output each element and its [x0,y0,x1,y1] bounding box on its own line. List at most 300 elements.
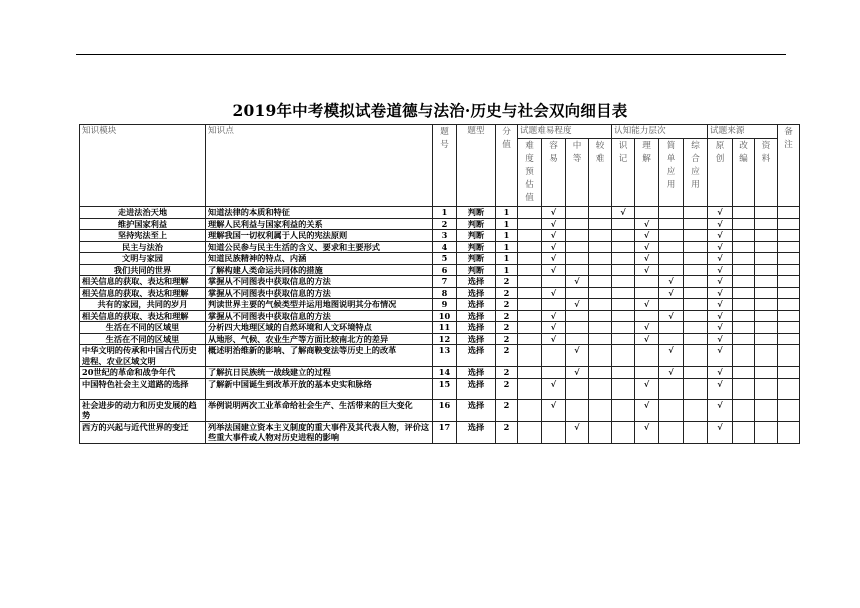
cell-diff-hard [589,367,612,379]
cell-src-original: √ [708,241,733,253]
header-original: 原 创 [708,139,733,207]
cell-cog-understand [635,310,659,322]
cell-point: 知道法律的本质和特征 [206,207,433,219]
cell-src-original: √ [708,310,733,322]
cell-diff-est [518,207,542,219]
cell-cog-complex-apply [684,207,708,219]
cell-num: 17 [433,421,457,443]
cell-cog-understand: √ [635,378,659,399]
cell-remark [778,253,800,265]
cell-cog-understand: √ [635,253,659,265]
cell-cog-simple-apply [659,230,684,242]
cell-cog-simple-apply [659,322,684,334]
table-row [80,253,800,265]
cell-module: 相关信息的获取、表达和理解 [80,287,206,299]
cell-cog-understand [635,367,659,379]
cell-src-adapted [733,218,755,230]
cell-cog-complex-apply [684,333,708,345]
cell-src-material [755,333,778,345]
cell-diff-hard [589,207,612,219]
cell-num: 16 [433,399,457,421]
cell-num: 11 [433,322,457,334]
cell-remark [778,367,800,379]
cell-src-original: √ [708,378,733,399]
cell-src-original: √ [708,322,733,334]
cell-cog-know [612,276,635,288]
cell-src-material [755,253,778,265]
cell-point: 了解构建人类命运共同体的措施 [206,264,433,276]
cell-src-adapted [733,299,755,311]
cell-type: 选择 [457,421,496,443]
header-source: 试题来源 [708,125,778,139]
cell-score: 2 [496,322,518,334]
cell-type: 选择 [457,299,496,311]
table-body [80,207,800,444]
cell-remark [778,345,800,367]
table-row [80,299,800,311]
cell-diff-easy [542,299,566,311]
cell-src-original: √ [708,333,733,345]
header-module: 知识模块 [80,125,206,207]
cell-point: 掌握从不同图表中获取信息的方法 [206,310,433,322]
cell-cog-complex-apply [684,310,708,322]
cell-src-adapted [733,333,755,345]
cell-score: 2 [496,310,518,322]
table-row [80,322,800,334]
table-row [80,367,800,379]
cell-num: 5 [433,253,457,265]
cell-src-original: √ [708,299,733,311]
header-easy: 容 易 [542,139,566,207]
cell-diff-est [518,230,542,242]
cell-src-original: √ [708,399,733,421]
cell-diff-easy: √ [542,241,566,253]
cell-cog-understand [635,287,659,299]
cell-diff-easy: √ [542,333,566,345]
cell-cog-know [612,421,635,443]
cell-diff-mid [566,218,589,230]
detail-table [79,124,800,444]
cell-diff-hard [589,218,612,230]
cell-module: 社会进步的动力和历史发展的趋势 [80,399,206,421]
cell-cog-understand [635,207,659,219]
cell-diff-mid: √ [566,276,589,288]
cell-diff-hard [589,310,612,322]
cell-module: 相关信息的获取、表达和理解 [80,276,206,288]
cell-score: 2 [496,367,518,379]
cell-diff-easy: √ [542,218,566,230]
cell-diff-est [518,322,542,334]
cell-module: 生活在不同的区域里 [80,333,206,345]
cell-type: 判断 [457,253,496,265]
cell-diff-est [518,264,542,276]
cell-remark [778,276,800,288]
cell-point: 理解我国一切权利属于人民的宪法原则 [206,230,433,242]
cell-module: 坚持宪法至上 [80,230,206,242]
cell-type: 选择 [457,287,496,299]
header-cognition: 认知能力层次 [612,125,708,139]
cell-point: 判读世界主要的气候类型并运用地图说明其分布情况 [206,299,433,311]
cell-type: 判断 [457,264,496,276]
cell-diff-easy: √ [542,378,566,399]
cell-diff-mid [566,310,589,322]
cell-diff-easy [542,367,566,379]
cell-cog-complex-apply [684,322,708,334]
cell-cog-understand: √ [635,421,659,443]
cell-cog-know [612,287,635,299]
cell-src-material [755,230,778,242]
cell-cog-complex-apply [684,287,708,299]
cell-cog-know [612,253,635,265]
cell-cog-know [612,241,635,253]
cell-diff-hard [589,299,612,311]
table-row [80,345,800,367]
cell-point: 从地形、气候、农业生产等方面比较南北方的差异 [206,333,433,345]
cell-type: 选择 [457,367,496,379]
cell-type: 选择 [457,310,496,322]
cell-point: 理解人民利益与国家利益的关系 [206,218,433,230]
cell-diff-est [518,253,542,265]
cell-point: 概述明治维新的影响、了解商鞅变法等历史上的改革 [206,345,433,367]
cell-src-adapted [733,322,755,334]
table-row [80,230,800,242]
header-understand: 理 解 [635,139,659,207]
cell-src-original: √ [708,367,733,379]
cell-diff-easy: √ [542,253,566,265]
cell-diff-est [518,241,542,253]
header-point: 知识点 [206,125,433,207]
table-row [80,207,800,219]
header-material: 资 料 [755,139,778,207]
cell-cog-know: √ [612,207,635,219]
cell-cog-know [612,367,635,379]
header-hard: 较 难 [589,139,612,207]
header-rule [76,54,786,55]
cell-src-material [755,287,778,299]
cell-remark [778,264,800,276]
header-remark: 备 注 [778,125,800,207]
table-row [80,218,800,230]
cell-diff-hard [589,241,612,253]
cell-module: 文明与家园 [80,253,206,265]
cell-cog-know [612,322,635,334]
header-type: 题型 [457,125,496,207]
cell-diff-est [518,345,542,367]
cell-cog-simple-apply [659,264,684,276]
table-row [80,310,800,322]
cell-type: 选择 [457,276,496,288]
cell-cog-simple-apply: √ [659,287,684,299]
cell-cog-understand: √ [635,241,659,253]
cell-num: 12 [433,333,457,345]
cell-diff-easy: √ [542,322,566,334]
cell-diff-easy: √ [542,310,566,322]
cell-module: 西方的兴起与近代世界的变迁 [80,421,206,443]
cell-cog-simple-apply [659,253,684,265]
cell-src-material [755,264,778,276]
cell-cog-complex-apply [684,399,708,421]
cell-diff-mid [566,253,589,265]
cell-score: 1 [496,241,518,253]
cell-cog-know [612,218,635,230]
cell-cog-understand: √ [635,264,659,276]
cell-point: 掌握从不同图表中获取信息的方法 [206,287,433,299]
cell-num: 14 [433,367,457,379]
cell-diff-hard [589,333,612,345]
cell-score: 1 [496,207,518,219]
cell-cog-know [612,333,635,345]
cell-num: 15 [433,378,457,399]
cell-remark [778,322,800,334]
header-know: 识 记 [612,139,635,207]
cell-diff-hard [589,345,612,367]
cell-diff-mid [566,264,589,276]
cell-module: 我们共同的世界 [80,264,206,276]
cell-remark [778,207,800,219]
cell-module: 中华文明的传承和中国古代历史进程、农业区域文明 [80,345,206,367]
cell-cog-complex-apply [684,421,708,443]
cell-src-original: √ [708,287,733,299]
cell-cog-know [612,345,635,367]
cell-num: 2 [433,218,457,230]
header-difficulty: 试题难易程度 [518,125,612,139]
cell-diff-hard [589,276,612,288]
cell-cog-understand: √ [635,299,659,311]
cell-src-material [755,421,778,443]
cell-type: 选择 [457,322,496,334]
cell-module: 维护国家利益 [80,218,206,230]
cell-point: 分析四大地理区域的自然环境和人文环境特点 [206,322,433,334]
cell-cog-complex-apply [684,241,708,253]
cell-remark [778,421,800,443]
cell-diff-mid: √ [566,345,589,367]
cell-diff-hard [589,399,612,421]
table-row [80,378,800,399]
cell-cog-understand [635,276,659,288]
cell-cog-understand: √ [635,399,659,421]
cell-cog-simple-apply [659,421,684,443]
cell-src-adapted [733,241,755,253]
cell-cog-know [612,299,635,311]
cell-src-adapted [733,421,755,443]
cell-num: 9 [433,299,457,311]
cell-remark [778,218,800,230]
cell-src-material [755,299,778,311]
cell-src-original: √ [708,230,733,242]
cell-src-adapted [733,207,755,219]
cell-remark [778,299,800,311]
cell-src-original: √ [708,276,733,288]
header-score: 分 值 [496,125,518,207]
cell-cog-know [612,399,635,421]
cell-src-material [755,378,778,399]
header-mid: 中 等 [566,139,589,207]
cell-src-adapted [733,230,755,242]
cell-cog-simple-apply [659,333,684,345]
cell-score: 1 [496,230,518,242]
cell-score: 2 [496,299,518,311]
cell-diff-easy: √ [542,264,566,276]
table-row [80,421,800,443]
cell-src-material [755,399,778,421]
cell-remark [778,333,800,345]
cell-src-original: √ [708,207,733,219]
cell-diff-easy [542,276,566,288]
cell-src-material [755,276,778,288]
cell-diff-mid: √ [566,299,589,311]
cell-src-adapted [733,367,755,379]
cell-cog-complex-apply [684,345,708,367]
cell-cog-simple-apply: √ [659,345,684,367]
cell-cog-complex-apply [684,264,708,276]
cell-cog-complex-apply [684,299,708,311]
cell-diff-mid [566,207,589,219]
cell-cog-understand: √ [635,230,659,242]
cell-num: 10 [433,310,457,322]
cell-cog-complex-apply [684,218,708,230]
cell-point: 了解新中国诞生到改革开放的基本史实和脉络 [206,378,433,399]
cell-num: 7 [433,276,457,288]
cell-point: 列举法国建立资本主义制度的重大事件及其代表人物，评价这些重大事件或人物对历史进程的影响 [206,421,433,443]
table-row [80,399,800,421]
cell-module: 相关信息的获取、表达和理解 [80,310,206,322]
cell-remark [778,230,800,242]
cell-cog-understand: √ [635,322,659,334]
cell-score: 1 [496,264,518,276]
cell-cog-simple-apply: √ [659,367,684,379]
cell-num: 8 [433,287,457,299]
cell-cog-understand [635,345,659,367]
cell-cog-understand: √ [635,218,659,230]
cell-cog-know [612,310,635,322]
cell-diff-est [518,299,542,311]
cell-score: 2 [496,276,518,288]
cell-src-original: √ [708,421,733,443]
cell-diff-mid [566,322,589,334]
cell-diff-mid [566,378,589,399]
cell-point: 了解抗日民族统一战线建立的过程 [206,367,433,379]
cell-src-adapted [733,310,755,322]
cell-score: 2 [496,345,518,367]
cell-diff-est [518,287,542,299]
cell-cog-simple-apply [659,207,684,219]
cell-diff-hard [589,253,612,265]
cell-src-original: √ [708,218,733,230]
cell-num: 1 [433,207,457,219]
cell-remark [778,310,800,322]
cell-remark [778,378,800,399]
cell-diff-est [518,310,542,322]
header-simple-apply: 简 单 应 用 [659,139,684,207]
cell-score: 2 [496,333,518,345]
cell-score: 2 [496,378,518,399]
cell-score: 2 [496,287,518,299]
cell-diff-est [518,421,542,443]
cell-diff-easy: √ [542,399,566,421]
cell-module: 走进法治天地 [80,207,206,219]
header-adapted: 改 编 [733,139,755,207]
cell-src-material [755,345,778,367]
cell-src-material [755,367,778,379]
cell-src-adapted [733,399,755,421]
cell-type: 选择 [457,378,496,399]
cell-remark [778,287,800,299]
cell-cog-simple-apply [659,241,684,253]
cell-diff-est [518,399,542,421]
cell-diff-easy: √ [542,230,566,242]
cell-num: 4 [433,241,457,253]
cell-diff-hard [589,230,612,242]
table-row [80,333,800,345]
cell-type: 判断 [457,207,496,219]
cell-cog-simple-apply [659,218,684,230]
cell-cog-complex-apply [684,253,708,265]
cell-cog-simple-apply [659,378,684,399]
cell-src-material [755,241,778,253]
cell-diff-hard [589,378,612,399]
cell-diff-mid: √ [566,421,589,443]
cell-diff-easy: √ [542,207,566,219]
cell-src-adapted [733,378,755,399]
cell-diff-est [518,367,542,379]
cell-cog-complex-apply [684,367,708,379]
cell-src-adapted [733,287,755,299]
cell-diff-mid [566,241,589,253]
cell-module: 中国特色社会主义道路的选择 [80,378,206,399]
cell-src-material [755,322,778,334]
cell-cog-complex-apply [684,276,708,288]
cell-point: 举例说明两次工业革命给社会生产、生活带来的巨大变化 [206,399,433,421]
table-row [80,241,800,253]
cell-src-original: √ [708,345,733,367]
cell-remark [778,241,800,253]
cell-cog-simple-apply: √ [659,276,684,288]
cell-score: 2 [496,399,518,421]
cell-cog-know [612,230,635,242]
cell-module: 生活在不同的区域里 [80,322,206,334]
cell-diff-mid [566,287,589,299]
cell-cog-simple-apply [659,299,684,311]
cell-remark [778,399,800,421]
header-num: 题 号 [433,125,457,207]
table-row [80,276,800,288]
header-complex-apply: 综 合 应 用 [684,139,708,207]
cell-module: 共有的家园，共同的岁月 [80,299,206,311]
cell-cog-complex-apply [684,230,708,242]
cell-cog-know [612,264,635,276]
cell-num: 3 [433,230,457,242]
cell-cog-simple-apply: √ [659,310,684,322]
cell-src-material [755,310,778,322]
cell-diff-hard [589,264,612,276]
table-row [80,264,800,276]
cell-type: 判断 [457,230,496,242]
cell-module: 民主与法治 [80,241,206,253]
cell-score: 2 [496,421,518,443]
table-row [80,287,800,299]
cell-diff-easy: √ [542,287,566,299]
header-est: 难 度 预 估 值 [518,139,542,207]
cell-cog-simple-apply [659,399,684,421]
cell-src-adapted [733,345,755,367]
cell-num: 6 [433,264,457,276]
cell-diff-easy [542,421,566,443]
cell-cog-understand: √ [635,333,659,345]
cell-diff-est [518,333,542,345]
cell-diff-hard [589,287,612,299]
cell-cog-complex-apply [684,378,708,399]
cell-score: 1 [496,218,518,230]
